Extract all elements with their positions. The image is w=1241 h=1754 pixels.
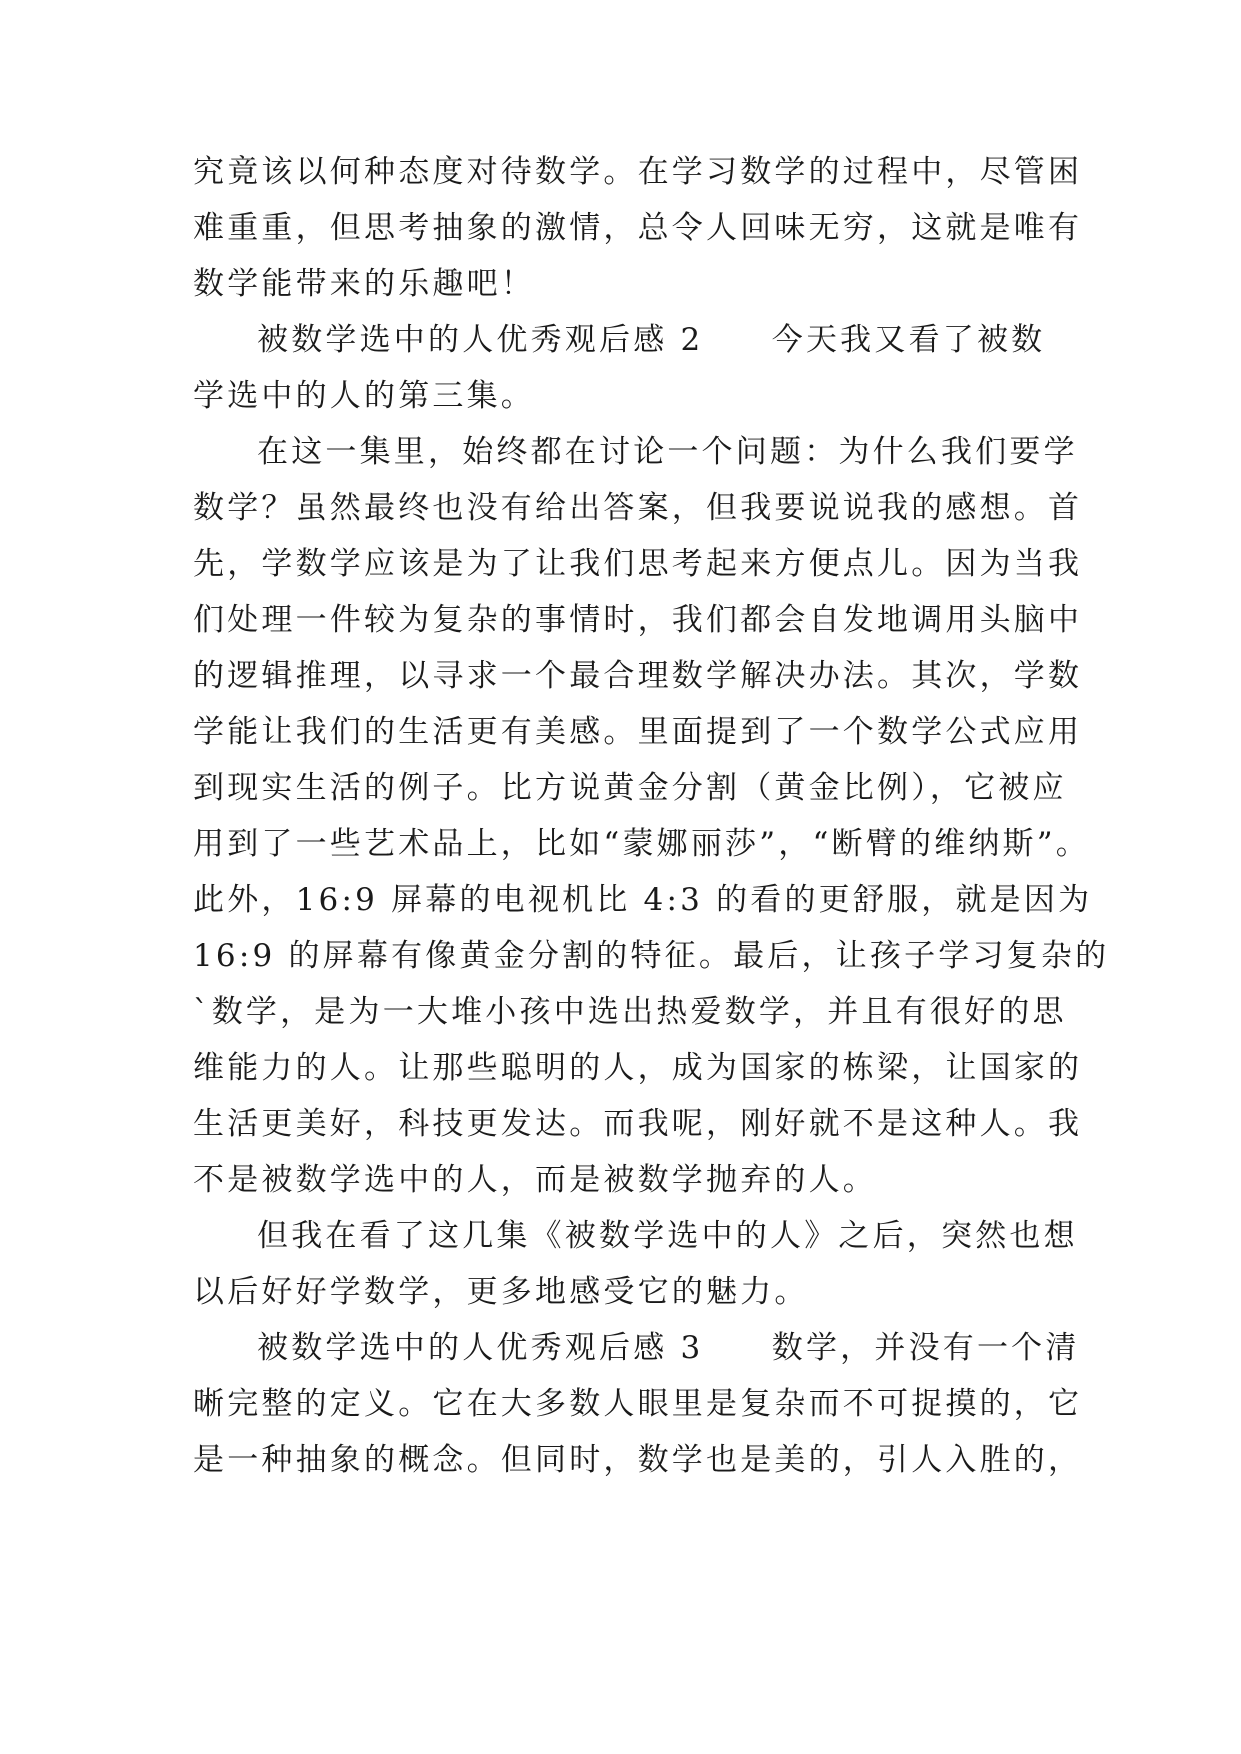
essay-heading-2: 被数学选中的人优秀观后感 2 今天我又看了被数	[257, 322, 1046, 358]
essay-heading-3: 被数学选中的人优秀观后感 3 数学，并没有一个清	[257, 1330, 1080, 1366]
text-line: `数学，是为一大堆小孩中选出热爱数学，并且有很好的思	[193, 994, 1067, 1030]
text-line: 到现实生活的例子。比方说黄金分割（黄金比例），它被应	[193, 770, 1067, 806]
text-line: 是一种抽象的概念。但同时，数学也是美的，引人入胜的，	[193, 1442, 1083, 1478]
paragraph-start: 在这一集里，始终都在讨论一个问题：为什么我们要学	[257, 434, 1078, 470]
text-line: 以后好好学数学，更多地感受它的魅力。	[193, 1274, 809, 1310]
text-line: 先，学数学应该是为了让我们思考起来方便点儿。因为当我	[193, 546, 1083, 582]
text-line: 用到了一些艺术品上，比如“蒙娜丽莎”，“断臂的维纳斯”。	[193, 826, 1090, 862]
text-line: 生活更美好，科技更发达。而我呢，刚好就不是这种人。我	[193, 1106, 1083, 1142]
text-line: 数学？虽然最终也没有给出答案，但我要说说我的感想。首	[193, 490, 1083, 526]
text-line: 维能力的人。让那些聪明的人，成为国家的栋梁，让国家的	[193, 1050, 1083, 1086]
text-line: 们处理一件较为复杂的事情时，我们都会自发地调用头脑中	[193, 602, 1083, 638]
text-line: 究竟该以何种态度对待数学。在学习数学的过程中，尽管困	[193, 154, 1083, 190]
text-line: 晰完整的定义。它在大多数人眼里是复杂而不可捉摸的，它	[193, 1386, 1083, 1422]
text-line: 难重重，但思考抽象的激情，总令人回味无穷，这就是唯有	[193, 210, 1083, 246]
text-line: 此外，16:9 屏幕的电视机比 4:3 的看的更舒服，就是因为	[193, 882, 1093, 918]
text-line: 数学能带来的乐趣吧！	[193, 266, 535, 302]
text-line: 的逻辑推理，以寻求一个最合理数学解决办法。其次，学数	[193, 658, 1083, 694]
text-line: 不是被数学选中的人，而是被数学抛弃的人。	[193, 1162, 877, 1198]
text-line: 学选中的人的第三集。	[193, 378, 535, 414]
text-line: 16:9 的屏幕有像黄金分割的特征。最后，让孩子学习复杂的	[193, 938, 1110, 974]
text-line: 学能让我们的生活更有美感。里面提到了一个数学公式应用	[193, 714, 1083, 750]
paragraph-start: 但我在看了这几集《被数学选中的人》之后，突然也想	[257, 1218, 1078, 1254]
